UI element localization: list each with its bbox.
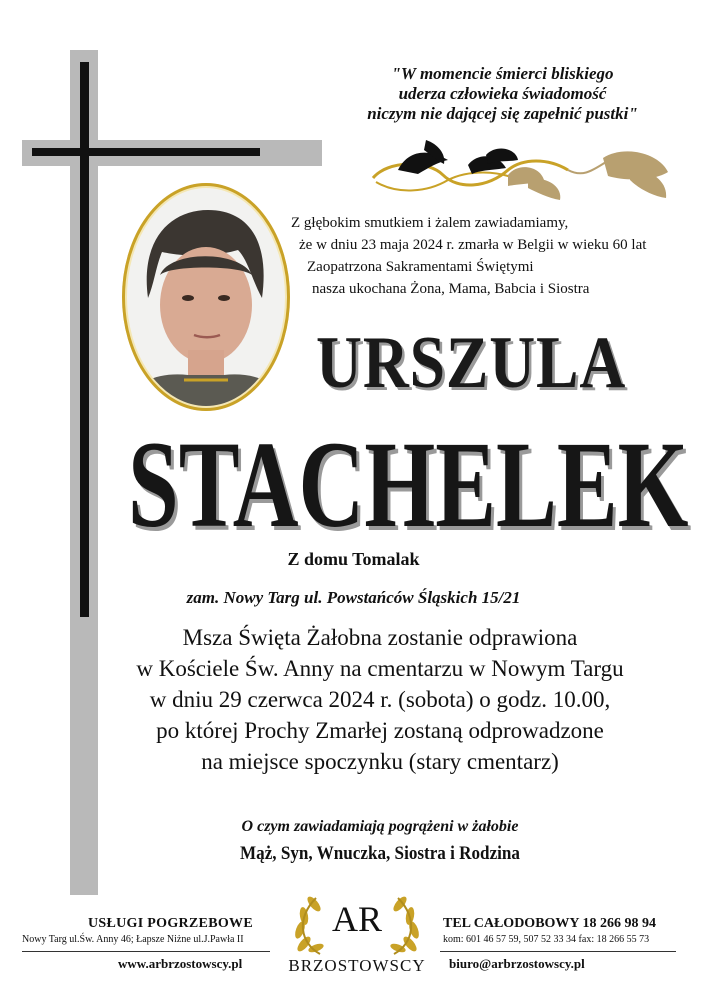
footer-divider-right [440,951,676,952]
portrait-photo [120,180,292,414]
mass-line: na miejsce spoczynku (stary cmentarz) [201,749,559,774]
footer-divider-left [22,951,270,952]
last-name: STACHELEK [128,416,689,553]
quote-line: uderza człowieka świadomość [398,84,607,103]
intro-line: nasza ukochana Żona, Mama, Babcia i Siostra [312,281,590,297]
services-address: Nowy Targ ul.Św. Anny 46; Łapsze Niżne ul.J.Pawła II [22,934,244,945]
intro-line: Zaopatrzona Sakramentami Świętymi [307,259,534,275]
mobile-fax: kom: 601 46 57 59, 507 52 33 34 fax: 18 266 55 73 [443,934,650,945]
mourners-family: Mąż, Syn, Wnuczka, Siostra i Rodzina [240,843,520,864]
mourners-notice: O czym zawiadamiają pogrążeni w żałobie [241,818,519,835]
quote-line: "W momencie śmierci bliskiego [391,64,614,83]
quote-line: niczym nie dającej się zapełnić pustki" [367,104,638,123]
intro-line: że w dniu 23 maja 2024 r. zmarła w Belgii w wieku 60 lat [299,237,647,253]
maiden-name: Z domu Tomalak [287,549,420,569]
first-name: URSZULA [316,322,627,404]
mass-info [100,622,660,777]
intro-text [285,212,647,300]
phone-number: TEL CAŁODOBOWY 18 266 98 94 [443,916,657,931]
mass-line: Msza Święta Żałobna zostanie odprawiona [182,625,578,650]
services-title: USŁUGI POGRZEBOWE [88,916,253,931]
leaf-ornament-icon [368,140,678,210]
logo-initials: AR [331,899,382,939]
mass-line: po której Prochy Zmarłej zostaną odprowadzone [156,718,604,743]
quote [330,64,675,124]
mass-line: w Kościele Św. Anny na cmentarzu w Nowym Targu [136,656,624,681]
cross-horizontal-bar [32,148,260,156]
mass-line: w dniu 29 czerwca 2024 r. (sobota) o godz. 10.00, [149,687,611,712]
cross-vertical-bar [80,62,89,617]
residence-address: zam. Nowy Targ ul. Powstańców Śląskich 15/21 [186,588,521,607]
intro-line: Z głębokim smutkiem i żalem zawiadamiamy, [291,215,569,231]
website-link[interactable]: www.arbrzostowscy.pl [118,956,243,971]
logo-name: BRZOSTOWSCY [288,956,426,975]
email-link[interactable]: biuro@arbrzostowscy.pl [449,956,585,971]
